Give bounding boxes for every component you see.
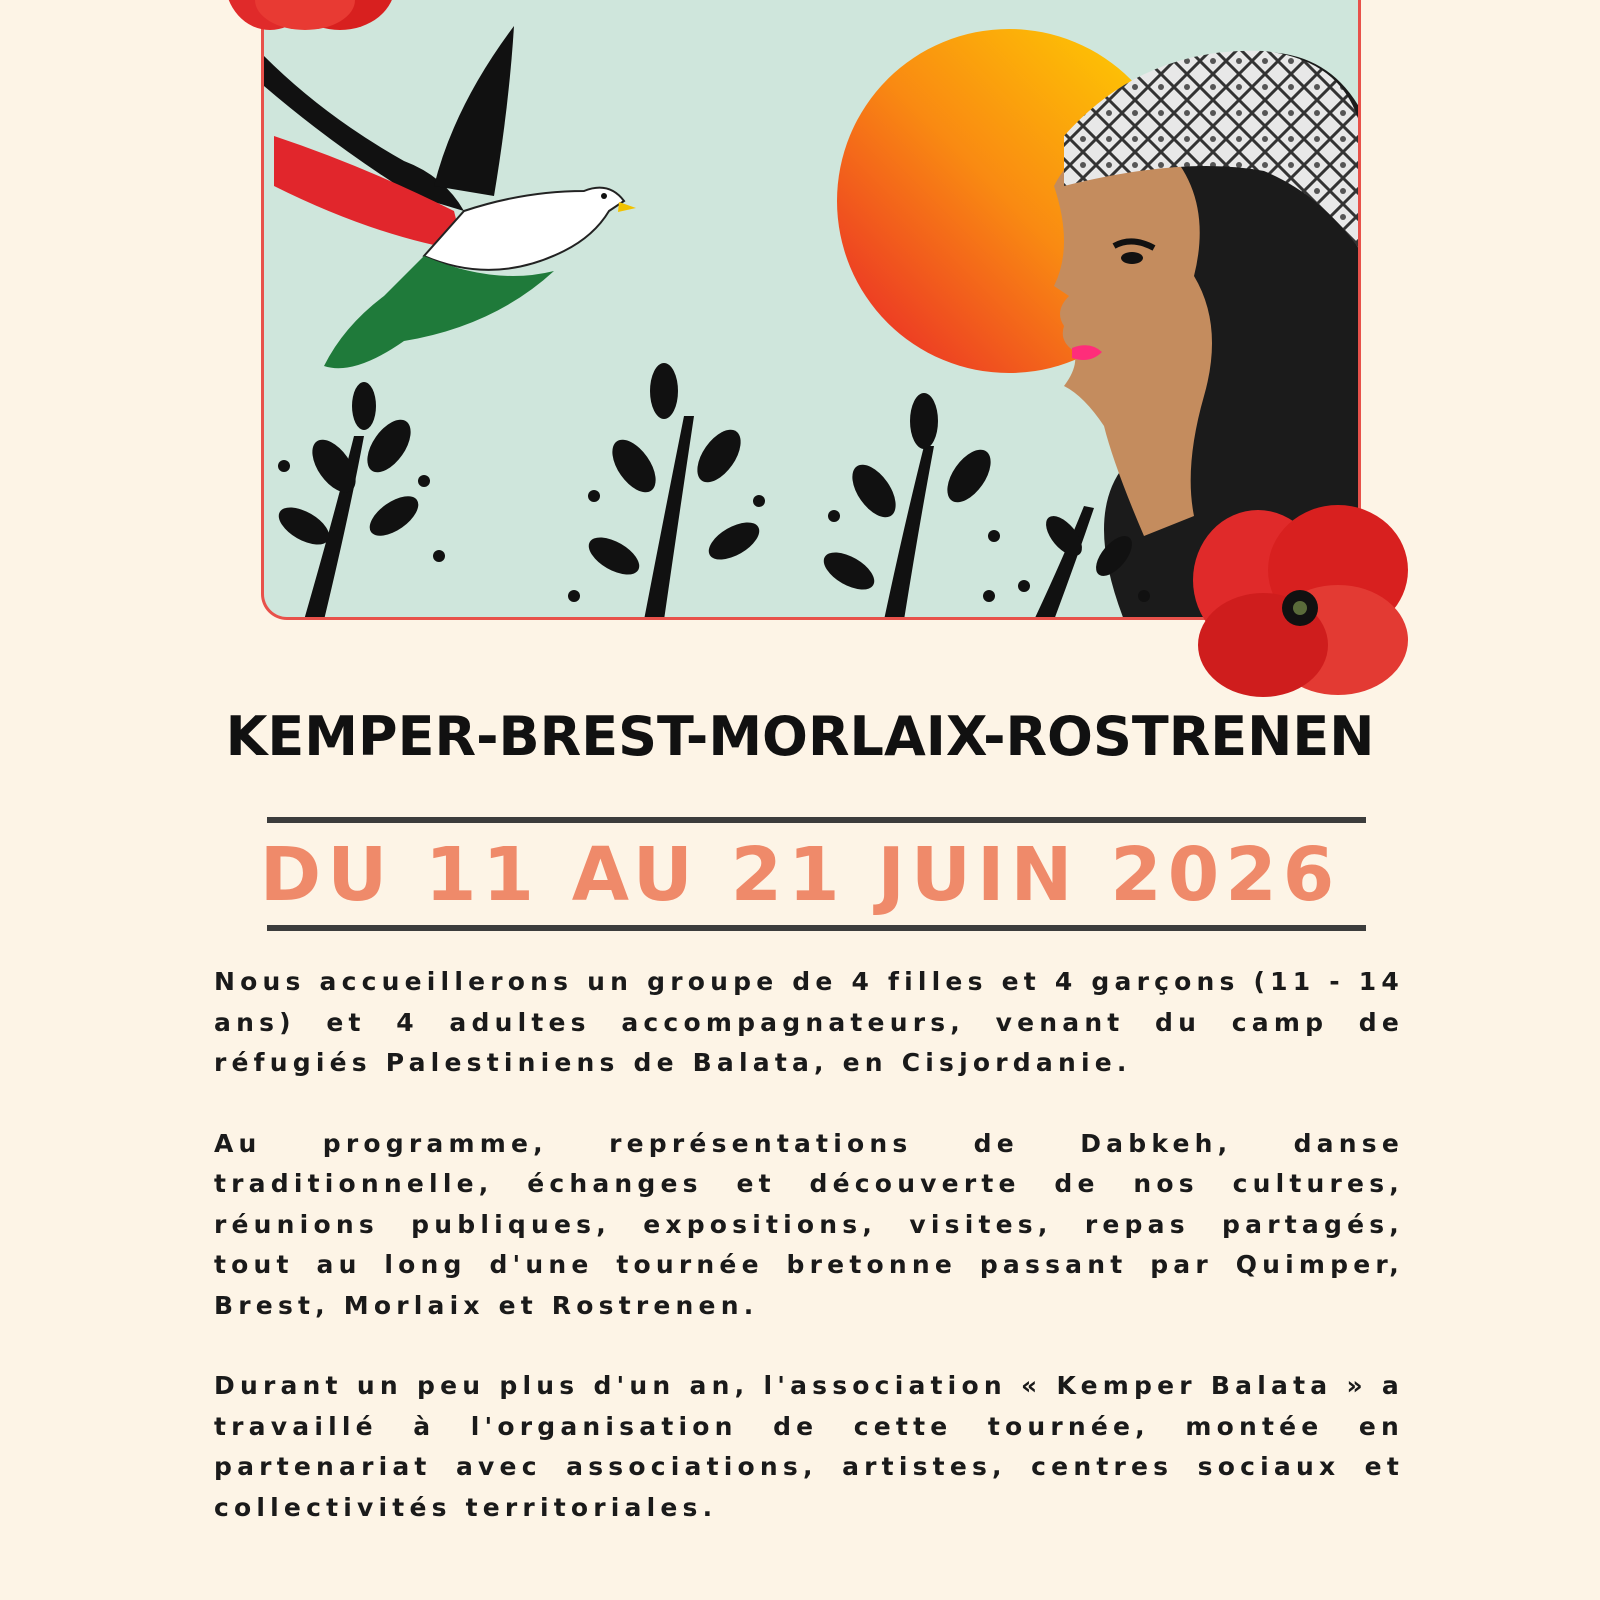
divider-top — [267, 817, 1366, 823]
event-dates: DU 11 AU 21 JUIN 2026 — [259, 832, 1341, 918]
description-paragraph: Nous accueillerons un groupe de 4 filles et 4 garçons (11 - 14 ans) et 4 adultes accompagnateurs, venant du camp de réfugiés Palestiniens de Balata, en Cisjordanie. — [214, 967, 1404, 1077]
olive-branch-icon — [273, 363, 1150, 620]
description — [214, 962, 1404, 1568]
poppy-icon — [220, 0, 410, 40]
poppy-icon — [1188, 500, 1418, 700]
description-paragraph: Au programme, représentations de Dabkeh, danse traditionnelle, échanges et découverte de nos cultures, réunions publiques, expositions, visites, repas partagés, tout au long d'une tournée bretonne passant par Quimper, Brest, Morlaix et Rostrenen. — [214, 1128, 1404, 1320]
cities-heading: KEMPER-BREST-MORLAIX-ROSTRENEN — [225, 705, 1375, 768]
divider-bottom — [267, 925, 1366, 931]
dove-icon — [264, 26, 636, 368]
description-paragraph: Durant un peu plus d'un an, l'association « Kemper Balata » a travaillé à l'organisation de cette tournée, montée en partenariat avec associations, artistes, centres sociaux et collectivités territoriales. — [214, 1371, 1404, 1522]
